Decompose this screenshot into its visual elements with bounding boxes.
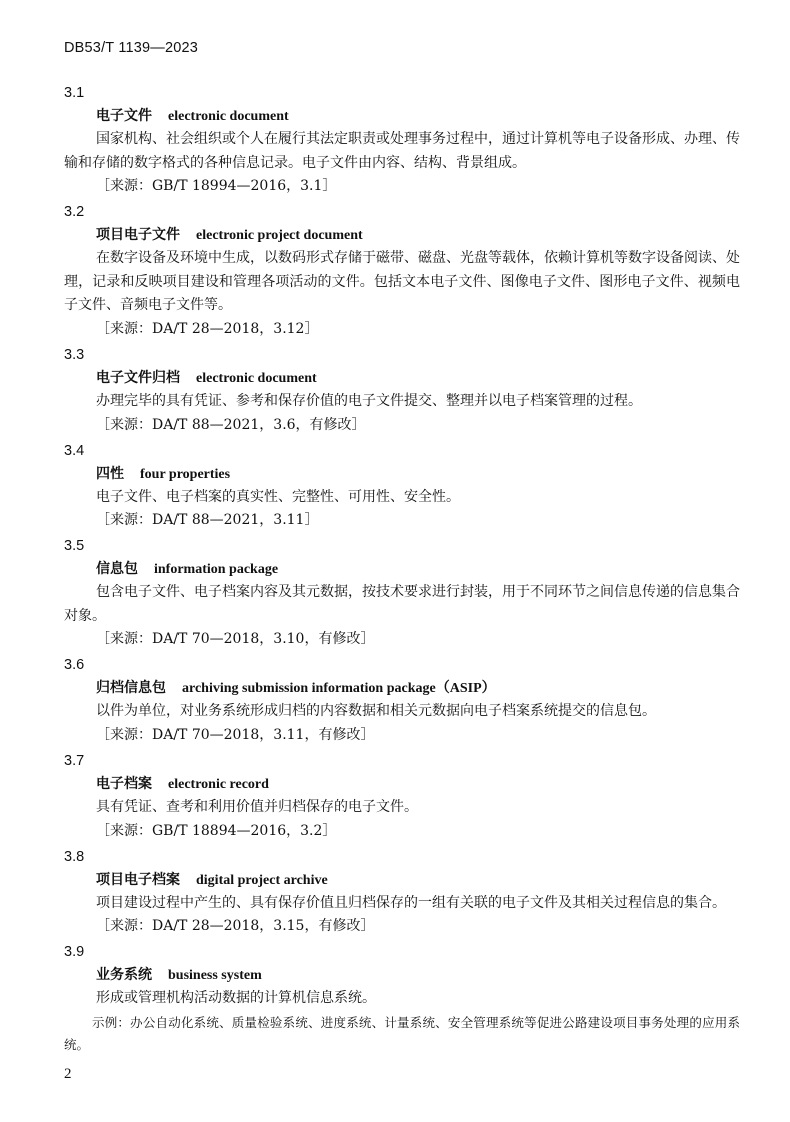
entry-number: 3.8: [64, 848, 85, 865]
term-example: 示例：办公自动化系统、质量检验系统、进度系统、计量系统、安全管理系统等促进公路建设项目事务处理的应用系统。: [64, 1014, 740, 1052]
term-heading: [64, 223, 740, 247]
term-definition: 国家机构、社会组织或个人在履行其法定职责或处理事务过程中，通过计算机等电子设备形成、办理、传输和存储的数字格式的各种信息记录。电子文件由内容、结构、背景组成。: [64, 131, 740, 171]
term-english: digital project archive: [196, 872, 328, 888]
entry-number: 3.9: [64, 944, 85, 961]
entry-number: 3.2: [64, 204, 85, 221]
term-heading: [64, 963, 740, 987]
term-entry-3-8: [64, 846, 740, 940]
entry-number: 3.1: [64, 85, 85, 101]
terms-section: [64, 80, 740, 1056]
entry-number: 3.6: [64, 657, 85, 674]
term-source: ［来源：DA/T 88—2021，3.6，有修改］: [96, 416, 366, 433]
term-english: electronic record: [168, 776, 269, 792]
entry-number: 3.4: [64, 442, 85, 459]
term-chinese: 电子文件: [96, 108, 152, 124]
term-english: business system: [168, 968, 262, 984]
term-chinese: 电子档案: [96, 775, 152, 792]
term-source: ［来源：GB/T 18894—2016，3.2］: [96, 822, 337, 839]
term-entry-3-2: [64, 201, 740, 342]
term-entry-3-5: [64, 535, 740, 652]
term-chinese: 归档信息包: [96, 680, 166, 697]
term-heading: [64, 676, 740, 700]
term-english: four properties: [140, 466, 231, 482]
term-definition: 包含电子文件、电子档案内容及其元数据，按技术要求进行封装，用于不同环节之间信息传递的信息集合对象。: [64, 584, 740, 624]
term-chinese: 项目电子文件: [96, 227, 180, 244]
term-english: archiving submission information package（ASIP）: [182, 681, 496, 697]
term-heading: [64, 104, 740, 128]
term-english: electronic document: [168, 109, 289, 124]
term-english: electronic document: [196, 370, 317, 386]
term-entry-3-4: [64, 440, 740, 534]
entry-number: 3.5: [64, 538, 85, 555]
term-source: ［来源：DA/T 70—2018，3.10，有修改］: [96, 631, 375, 648]
term-entry-3-7: [64, 750, 740, 844]
term-heading: [64, 462, 740, 486]
term-heading: [64, 772, 740, 796]
term-definition: 具有凭证、查考和利用价值并归档保存的电子文件。: [96, 798, 418, 815]
term-definition: 以件为单位，对业务系统形成归档的内容数据和相关元数据向电子档案系统提交的信息包。: [96, 703, 656, 720]
term-source: ［来源：DA/T 28—2018，3.15，有修改］: [96, 918, 375, 935]
term-heading: [64, 868, 740, 892]
entry-number: 3.7: [64, 752, 85, 769]
term-english: information package: [154, 562, 279, 578]
term-definition: 项目建设过程中产生的、具有保存价值且归档保存的一组有关联的电子文件及其相关过程信息的集合。: [96, 894, 726, 911]
term-chinese: 电子文件归档: [96, 369, 180, 386]
term-entry-3-6: [64, 654, 740, 748]
term-chinese: 业务系统: [96, 967, 152, 984]
term-entry-3-3: [64, 344, 740, 438]
page-number: 2: [64, 1066, 72, 1082]
term-heading: [64, 557, 740, 581]
term-chinese: 项目电子档案: [96, 871, 180, 888]
term-chinese: 信息包: [96, 561, 138, 578]
standard-code: DB53/T 1139—2023: [64, 40, 199, 56]
term-heading: [64, 366, 740, 390]
entry-number: 3.3: [64, 346, 85, 363]
term-source: ［来源：DA/T 88—2021，3.11］: [96, 512, 319, 529]
term-definition: 在数字设备及环境中生成，以数码形式存储于磁带、磁盘、光盘等载体，依赖计算机等数字设备阅读、处理，记录和反映项目建设和管理各项活动的文件。包括文本电子文件、图像电子文件、图形电子文件、视频电子文件、音频电子文件等。: [64, 250, 740, 314]
term-source: ［来源：DA/T 28—2018，3.12］: [96, 320, 319, 337]
term-english: electronic project document: [196, 228, 363, 244]
term-entry-3-9: [64, 941, 740, 1056]
term-source: ［来源：DA/T 70—2018，3.11，有修改］: [96, 726, 375, 743]
term-definition: 电子文件、电子档案的真实性、完整性、可用性、安全性。: [96, 488, 460, 505]
term-source: ［来源：GB/T 18994—2016，3.1］: [96, 178, 337, 195]
term-definition: 办理完毕的具有凭证、参考和保存价值的电子文件提交、整理并以电子档案管理的过程。: [96, 392, 642, 409]
term-definition: 形成或管理机构活动数据的计算机信息系统。: [96, 990, 376, 1007]
term-chinese: 四性: [96, 465, 124, 482]
term-entry-3-1: [64, 82, 740, 199]
